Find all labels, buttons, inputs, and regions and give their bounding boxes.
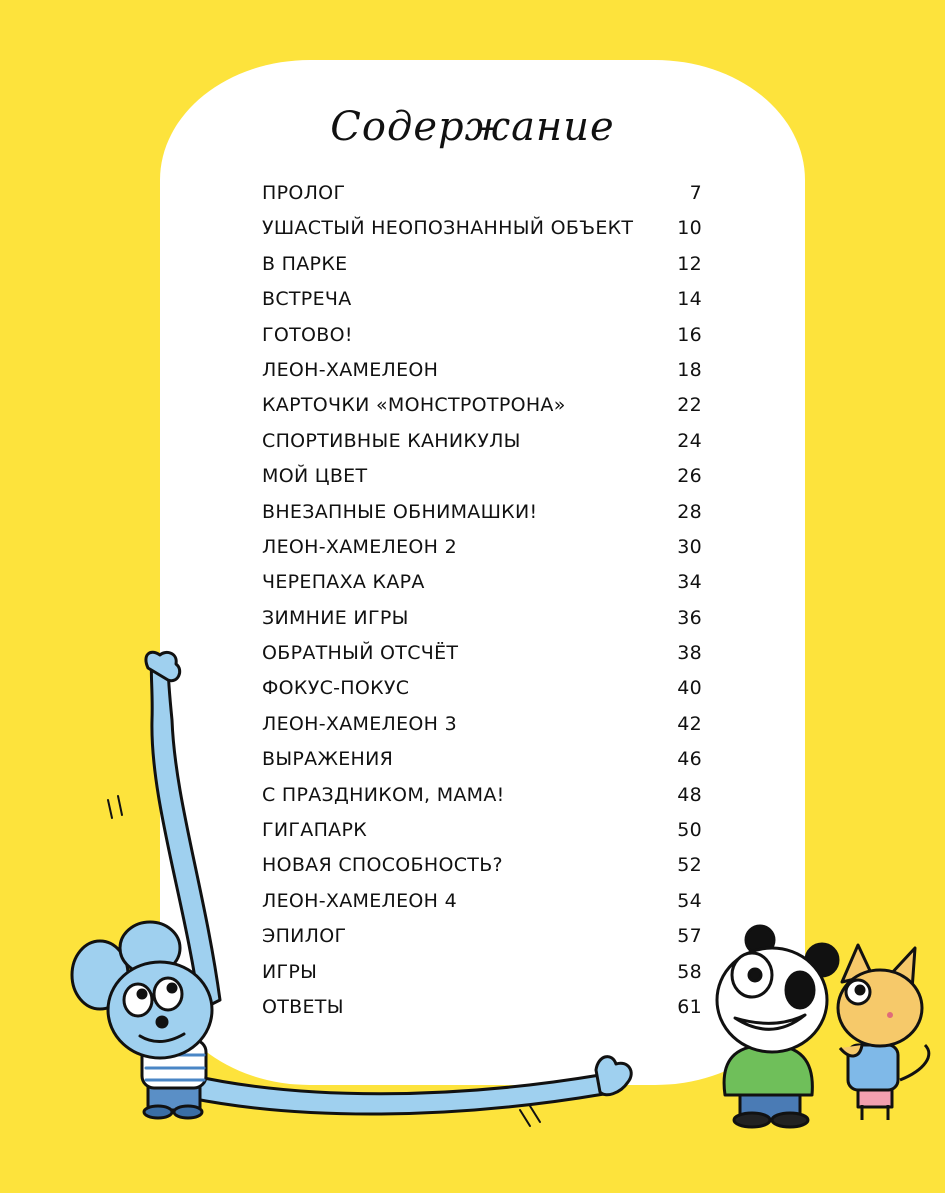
toc-chapter-title: С ПРАЗДНИКОМ, МАМА! [262,783,505,806]
toc-row [262,571,702,606]
toc-row [262,607,702,642]
toc-chapter-title: ВЫРАЖЕНИЯ [262,748,394,771]
toc-row [262,359,702,394]
toc-row [262,324,702,359]
toc-chapter-title: ВСТРЕЧА [262,288,352,311]
toc-chapter-title: ЛЕОН-ХАМЕЛЕОН [262,358,439,381]
toc-page-number: 30 [677,535,702,558]
toc-row [262,890,702,925]
toc-page-number: 40 [677,677,702,700]
toc-chapter-title: ОБРАТНЫЙ ОТСЧЁТ [262,642,459,665]
toc-row [262,253,702,288]
toc-row [262,288,702,323]
toc-page-number: 36 [677,606,702,629]
toc-row [262,925,702,960]
mouse-head [108,962,212,1058]
toc-chapter-title: ЛЕОН-ХАМЕЛЕОН 2 [262,535,457,558]
mouse-shoe-right [174,1106,202,1118]
cat-character [838,945,929,1120]
toc-row [262,677,702,712]
toc-page-number: 12 [677,252,702,275]
toc-page-number: 7 [689,182,702,204]
toc-chapter-title: КАРТОЧКИ «МОНСТРОТРОНА» [262,394,566,417]
toc-page-number: 52 [677,854,702,877]
toc-page-number: 42 [677,712,702,735]
toc-chapter-title: ПРОЛОГ [262,182,346,204]
toc-page-number: 10 [677,217,702,240]
toc-row [262,713,702,748]
toc-chapter-title: УШАСТЫЙ НЕОПОЗНАННЫЙ ОБЪЕКТ [262,217,634,240]
toc-chapter-title: ЭПИЛОГ [262,925,347,948]
toc-row [262,961,702,996]
toc-page-number: 18 [677,358,702,381]
toc-page-number: 22 [677,394,702,417]
toc-chapter-title: СПОРТИВНЫЕ КАНИКУЛЫ [262,429,521,452]
toc-chapter-title: ОТВЕТЫ [262,995,344,1018]
toc-chapter-title: ФОКУС-ПОКУС [262,677,410,700]
toc-page-number: 54 [677,889,702,912]
mouse-arm-right [190,1075,604,1114]
toc-page-number: 58 [677,960,702,983]
toc-row [262,394,702,429]
toc-chapter-title: ЛЕОН-ХАМЕЛЕОН 3 [262,712,457,735]
toc-page-number: 28 [677,500,702,523]
toc-chapter-title: ГИГАПАРК [262,819,368,842]
toc-chapter-title: ВНЕЗАПНЫЕ ОБНИМАШКИ! [262,500,538,523]
toc-page-number: 14 [677,288,702,311]
toc-row [262,784,702,819]
toc-chapter-title: НОВАЯ СПОСОБНОСТЬ? [262,854,503,877]
toc-chapter-title: ЗИМНИЕ ИГРЫ [262,606,409,629]
toc-row [262,996,702,1031]
toc-page-number: 24 [677,429,702,452]
toc-page-number: 46 [677,748,702,771]
toc-row [262,642,702,677]
page-title: Содержание [330,104,615,150]
toc-row [262,465,702,500]
toc-page-number: 38 [677,642,702,665]
table-of-contents [262,182,702,1031]
toc-row [262,819,702,854]
toc-row [262,182,702,217]
toc-row [262,854,702,889]
toc-row [262,430,702,465]
toc-page-number: 57 [677,925,702,948]
toc-page-number: 16 [677,323,702,346]
toc-row [262,536,702,571]
toc-chapter-title: ГОТОВО! [262,323,353,346]
mouse-hand-right [596,1057,631,1095]
toc-row [262,217,702,252]
toc-page-number: 26 [677,465,702,488]
toc-row [262,748,702,783]
toc-chapter-title: В ПАРКЕ [262,252,348,275]
toc-row [262,501,702,536]
toc-page-number: 48 [677,783,702,806]
toc-chapter-title: ЛЕОН-ХАМЕЛЕОН 4 [262,889,457,912]
toc-page-number: 50 [677,819,702,842]
toc-page-number: 34 [677,571,702,594]
toc-chapter-title: ЧЕРЕПАХА КАРА [262,571,425,594]
panda-character [717,926,838,1127]
mouse-shoe-left [144,1106,172,1118]
toc-chapter-title: МОЙ ЦВЕТ [262,465,368,488]
toc-chapter-title: ИГРЫ [262,960,318,983]
toc-page-number: 61 [677,995,702,1018]
